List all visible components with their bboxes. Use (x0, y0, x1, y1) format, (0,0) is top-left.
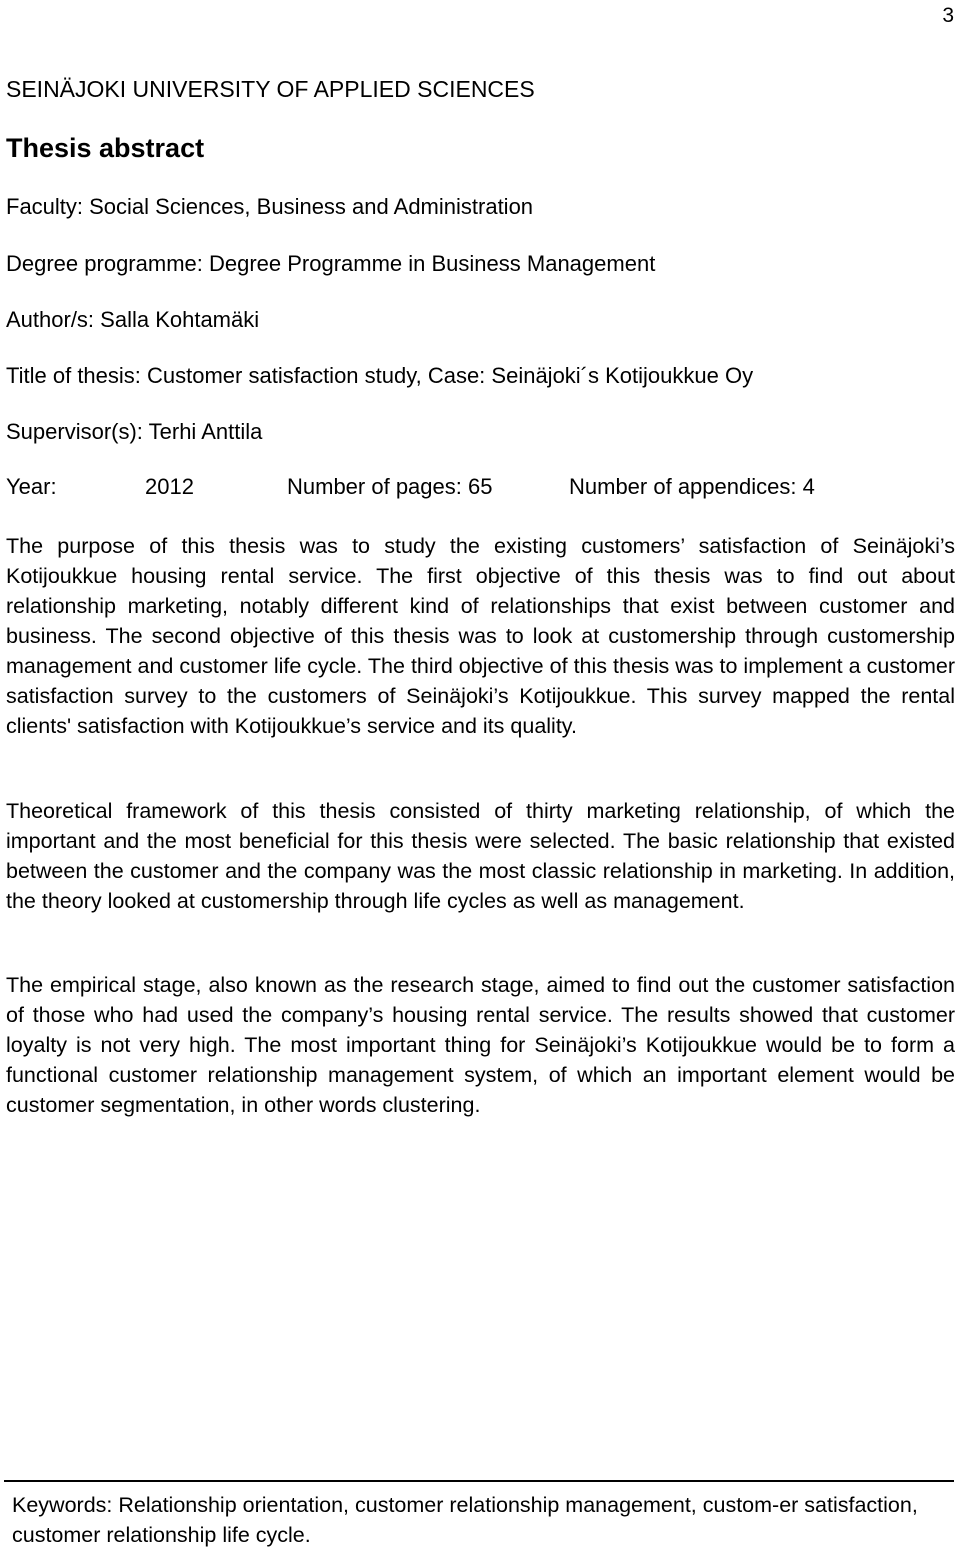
abstract-paragraph: Theoretical framework of this thesis consisted of thirty marketing relationship, of which the important and the most beneficial for this thesis were selected. The basic relationship that existed between the customer and the company was the most classic relationship in marketing. In addition, the theory looked at customership through life cycles as well as management. (6, 799, 955, 913)
page-title: Thesis abstract (6, 133, 205, 163)
degree-programme-line: Degree programme: Degree Programme in Business Management (6, 251, 656, 276)
year-value: 2012 (145, 474, 194, 499)
year-label: Year: (6, 474, 57, 499)
abstract-paragraph: The purpose of this thesis was to study the existing customers’ satisfaction of Seinäjoki’s Kotijoukkue housing rental service. The first objective of this thesis was to find out about relationship marketing, notably different kind of relationships that exist between customer and business. The second objective of this thesis was to look at customership through customership management and customer life cycle. The third objective of this thesis was to implement a customer satisfaction survey to the customers of Seinäjoki’s Kotijoukkue. This survey mapped the rental clients' satisfaction with Kotijoukkue’s service and its quality. (6, 534, 955, 738)
thesis-title-line: Title of thesis: Customer satisfaction study, Case: Seinäjoki´s Kotijoukkue Oy (6, 363, 754, 388)
university-name: SEINÄJOKI UNIVERSITY OF APPLIED SCIENCES (6, 76, 535, 102)
page-number: 3 (942, 4, 954, 27)
keywords-text: Keywords: Relationship orientation, customer relationship management, custom-er satisfaction, customer relationship life cycle. (12, 1493, 918, 1547)
author-line: Author/s: Salla Kohtamäki (6, 307, 260, 332)
number-of-pages: Number of pages: 65 (287, 474, 493, 499)
supervisor-line: Supervisor(s): Terhi Anttila (6, 419, 263, 444)
number-of-appendices: Number of appendices: 4 (569, 474, 815, 499)
abstract-paragraph: The empirical stage, also known as the research stage, aimed to find out the customer satisfaction of those who had used the company’s housing rental service. The results showed that customer loyalty is not very high. The most important thing for Seinäjoki’s Kotijoukkue would be to form a functional customer relationship management system, of which an important element would be customer segmentation, in other words clustering. (6, 973, 955, 1117)
faculty-line: Faculty: Social Sciences, Business and Administration (6, 194, 534, 219)
keywords-section (4, 1480, 954, 1554)
